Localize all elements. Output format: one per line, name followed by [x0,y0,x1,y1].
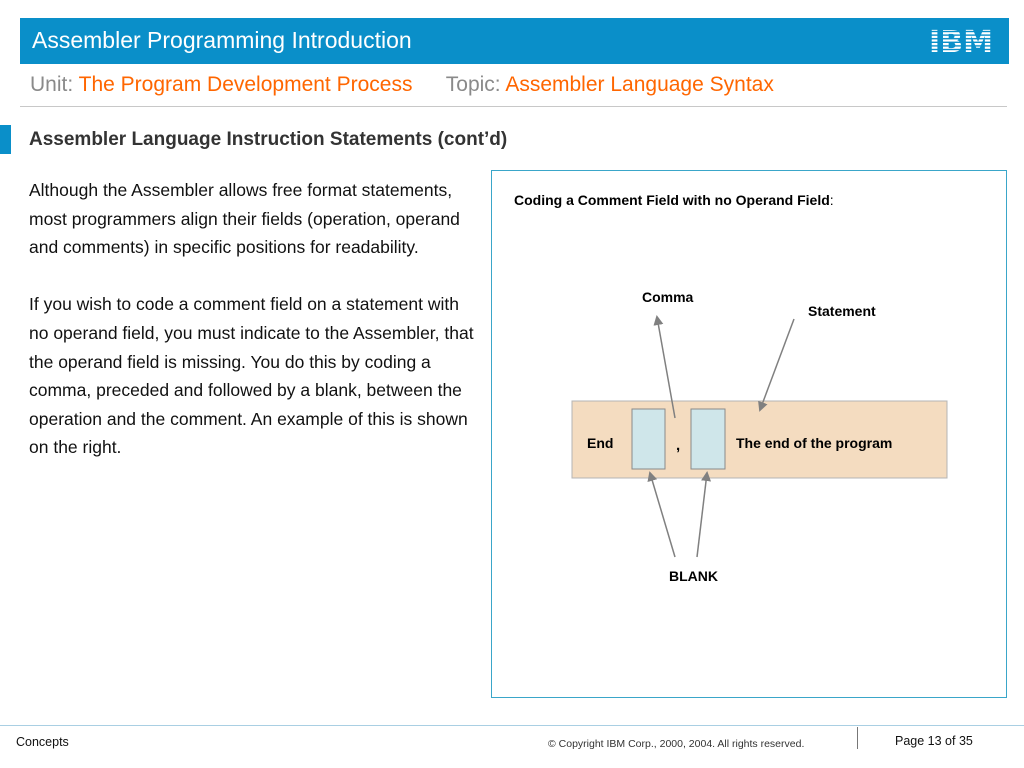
statement-label: Statement [808,303,876,319]
section-heading: Assembler Language Instruction Statements (cont’d) [29,129,508,150]
footer-section-name: Concepts [16,735,69,749]
footer-separator [857,727,858,749]
unit-value: The Program Development Process [78,73,413,96]
footer-divider [0,725,1024,726]
comma-label: Comma [642,289,694,305]
ibm-logo-icon [929,25,993,55]
title-bar [20,18,1009,64]
body-paragraph-2: If you wish to code a comment field on a statement with no operand field, you must indicate to the Assembler, that the operand field is missing. You do this by coding a comma, preceded and followed by a blank, between the operation and the comment. An example of this is shown on the right. [29,294,474,458]
topic-label: Topic: [445,73,501,96]
body-paragraph-1: Although the Assembler allows free format statements, most programmers align their fields (operation, operand and comments) in specific positions for readability. [29,180,460,258]
presentation-title: Assembler Programming Introduction [32,27,412,53]
statement-arrow [760,319,794,410]
statement-comma: , [676,437,681,454]
statement-operation: End [587,435,614,451]
comment-field-diagram [492,171,1006,697]
blank-arrow-right [697,473,707,557]
footer-copyright: © Copyright IBM Corp., 2000, 2004. All rights reserved. [548,738,805,750]
statement-comment: The end of the program [736,435,893,451]
diagram-title-suffix: : [829,192,834,208]
body-text [29,176,479,462]
blank-label: BLANK [669,568,718,584]
section-accent-bar [0,125,11,154]
diagram-title [514,192,834,208]
diagram-panel [491,170,1007,698]
unit-topic-line [30,73,774,97]
footer-page-number: Page 13 of 35 [895,734,973,748]
header-divider [20,106,1007,107]
diagram-title-text: Coding a Comment Field with no Operand Field [514,192,830,208]
unit-label: Unit: [30,73,74,96]
topic-value: Assembler Language Syntax [505,73,774,96]
blank-box-right [691,409,725,469]
blank-arrow-left [650,473,675,557]
blank-box-left [632,409,665,469]
